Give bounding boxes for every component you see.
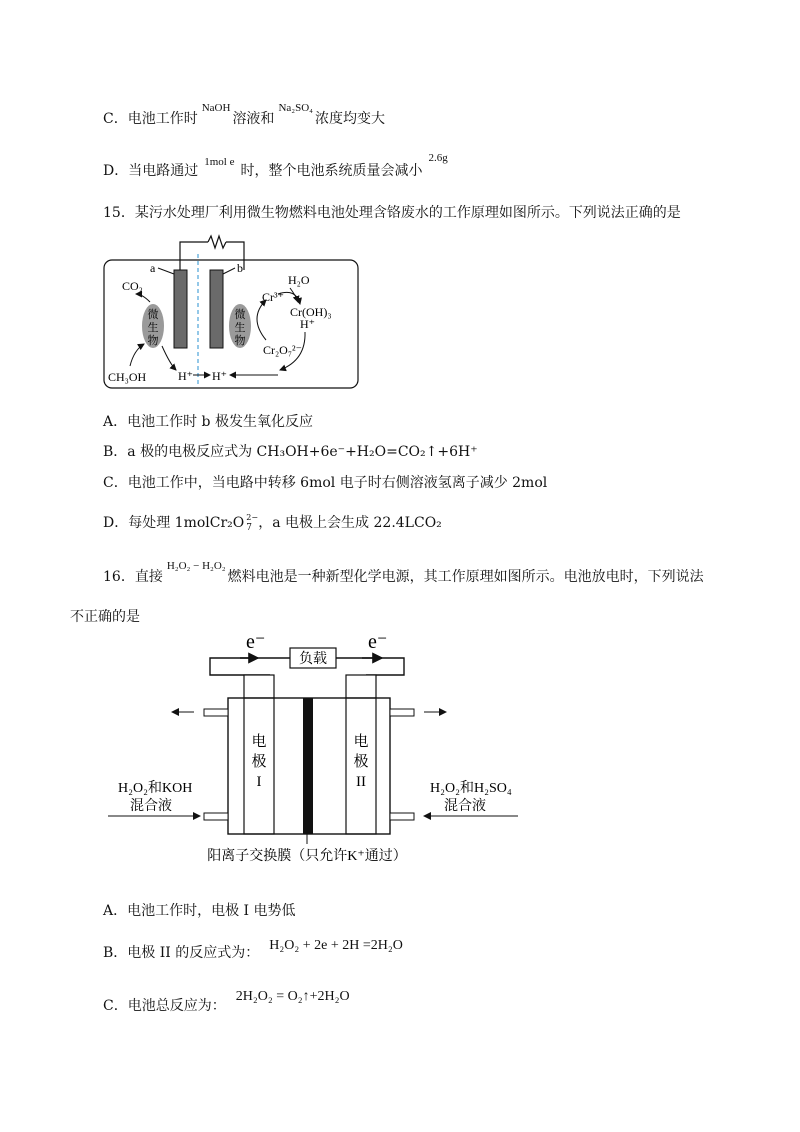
svg-text:物: 物 — [147, 335, 159, 347]
membrane-label: 阳离子交换膜（只允许K⁺通过） — [207, 849, 407, 864]
h2o2-formula: H₂O₂ − H₂O₂ — [166, 560, 226, 572]
svg-text:极: 极 — [251, 754, 267, 770]
q14-option-c: C．电池工作时$^{NaOH}$溶液和$^{Na_2SO_4}$浓度均变大 — [103, 102, 385, 127]
wire-left — [180, 242, 208, 270]
resistor-icon — [208, 236, 226, 248]
h2o-label: H₂O — [288, 273, 310, 287]
electron-right-label: e⁻ — [368, 631, 388, 653]
svg-text:微: 微 — [147, 309, 159, 321]
ch3oh-label: CH₃OH — [108, 370, 147, 384]
svg-text:混合液: 混合液 — [444, 799, 486, 814]
naoh-formula: NaOH — [201, 102, 231, 114]
svg-text:微: 微 — [234, 309, 246, 321]
svg-text:II: II — [356, 774, 366, 790]
label-b: b — [237, 261, 243, 275]
cation-exchange-membrane — [303, 698, 313, 834]
cr2o7-label: Cr₂O₇²⁻ — [263, 343, 302, 357]
svg-text:混合液: 混合液 — [130, 799, 172, 814]
h-right-label: H⁺ — [212, 369, 227, 383]
electrode2-equation: H₂O₂ + 2e + 2H =2H₂O — [269, 938, 403, 953]
q15-option-a: A．电池工作时 b 极发生氧化反应 — [103, 414, 313, 430]
q15-option-b: B．a 极的电极反应式为 CH₃OH+6e⁻+H₂O=CO₂↑+6H⁺ — [103, 444, 478, 460]
electrode-b — [210, 270, 223, 348]
electron-left-label: e⁻ — [246, 631, 266, 653]
q16-option-c: C．电池总反应为：2H₂O₂ = O₂↑+2H₂O — [103, 989, 350, 1014]
co2-label: CO₂ — [122, 279, 143, 293]
q16-stem: 16．直接$^{H_2O_2 - H_2O_2}$燃料电池是一种新型化学电源，其工作原理如图所示。电池放电时，下列说法 — [103, 560, 704, 585]
q15-stem: 15．某污水处理厂利用微生物燃料电池处理含铬废水的工作原理如图所示。下列说法正确的是 — [103, 205, 681, 221]
q14-option-d: D．当电路通过$^{1mol e}$时，整个电池系统质量会减小$^{2.6g}$ — [103, 152, 448, 179]
na2so4-formula: Na₂SO₄ — [278, 102, 313, 114]
label-a: a — [150, 261, 156, 275]
q15-option-d: D．每处理 1molCr₂O 2− 7 ，a 电极上会生成 22.4LCO₂ — [103, 513, 442, 533]
q16-stem-line2: 不正确的是 — [70, 609, 140, 625]
svg-text:电: 电 — [251, 734, 267, 750]
svg-text:电: 电 — [353, 734, 369, 750]
left-solution-label: H₂O₂和KOH — [118, 781, 193, 796]
q15-diagram — [100, 232, 362, 392]
q16-diagram — [100, 628, 550, 868]
electrode-a — [174, 270, 187, 348]
h-left-label: H⁺ — [178, 369, 193, 383]
svg-text:极: 极 — [353, 754, 369, 770]
cr3-label: Cr³⁺ — [262, 290, 284, 304]
h-plus-label: H⁺ — [300, 317, 315, 331]
svg-text:I: I — [256, 774, 262, 790]
overall-equation: 2H₂O₂ = O₂↑+2H₂O — [235, 989, 350, 1004]
q15-option-c: C．电池工作中，当电路中转移 6mol 电子时右侧溶液氢离子减少 2mol — [103, 475, 548, 491]
svg-text:生: 生 — [147, 322, 159, 334]
croh3-label: Cr(OH)₃ — [290, 305, 332, 319]
right-solution-label: H₂O₂和H₂SO₄ — [430, 781, 512, 796]
svg-text:物: 物 — [234, 335, 246, 347]
q16-option-b: B．电极 II 的反应式为： H₂O₂ + 2e + 2H =2H₂O — [103, 938, 403, 961]
load-label: 负载 — [299, 652, 327, 667]
svg-text:生: 生 — [234, 322, 246, 334]
q16-option-a: A．电池工作时，电极 I 电势低 — [103, 903, 296, 919]
